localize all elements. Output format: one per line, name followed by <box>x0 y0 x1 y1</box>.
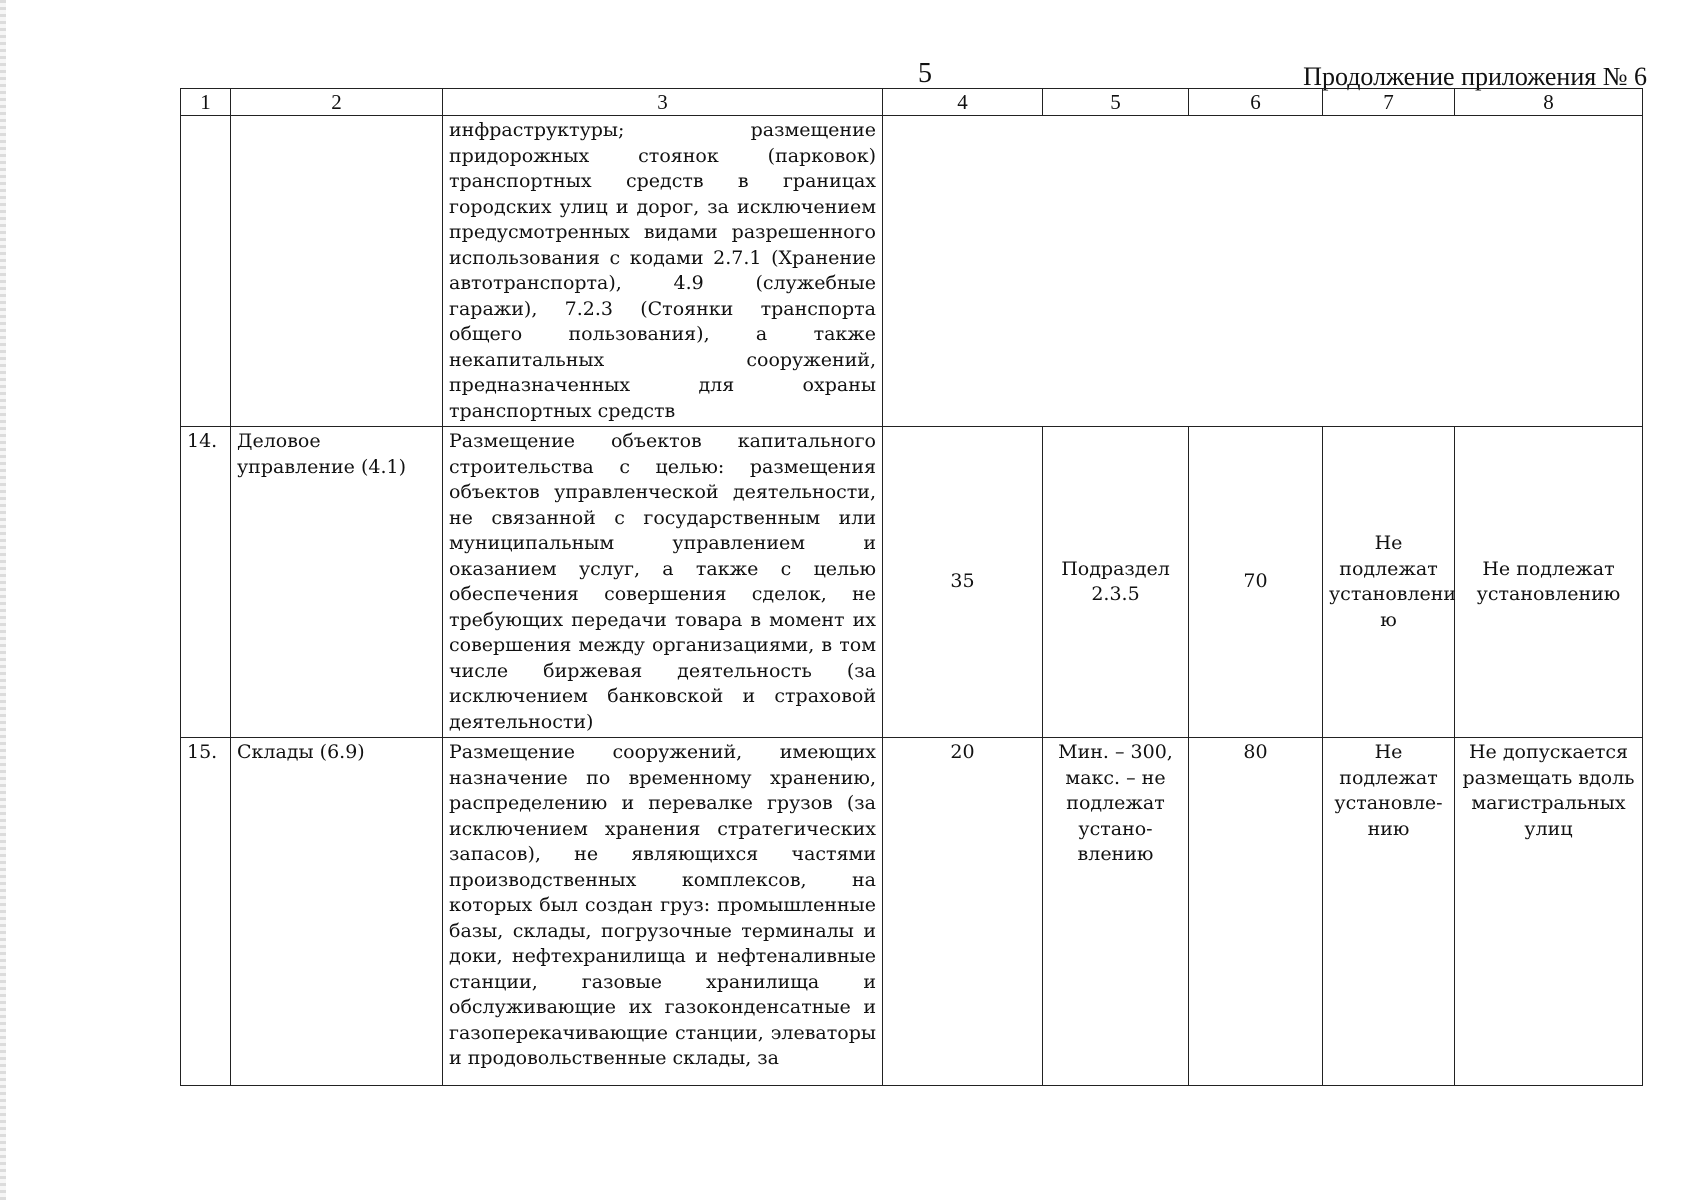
column-header: 2 <box>231 89 443 116</box>
row-number: 14. <box>181 427 231 738</box>
column-header: 7 <box>1323 89 1455 116</box>
cell-col-4: 35 <box>883 427 1043 738</box>
column-number-row <box>181 89 1643 116</box>
cell-col-7: Не подлежат установле- нию <box>1323 738 1455 1086</box>
column-header: 5 <box>1043 89 1189 116</box>
page-number: 5 <box>918 58 932 89</box>
continuation-caption: Продолжение приложения № 6 <box>1303 62 1647 91</box>
cell-col-6: 70 <box>1189 427 1323 738</box>
cell-col-8: Не допускается размещать вдоль магистральных улиц <box>1455 738 1643 1086</box>
cell-col-4: 20 <box>883 738 1043 1086</box>
land-use-description: Размещение сооружений, имеющих назначение по временному хранению, распределению и перевалке грузов (за исключением хранения стратегических запасов), не являющихся частями производственных комплексов, на которых был создан груз: промышленные базы, склады, погрузочные терминалы и доки, нефтехранилища и нефтеналивные станции, газовые хранилища и обслуживающие их газоконденсатные и газоперекачивающие станции, элеваторы и продовольственные склады, за <box>443 738 883 1086</box>
land-use-name <box>231 116 443 427</box>
column-header: 4 <box>883 89 1043 116</box>
land-use-description: инфраструктуры; размещение придорожных стоянок (парковок) транспортных средств в границах городских улиц и дорог, за исключением предусмотренных видами разрешенного использования с кодами 2.7.1 (Хранение автотранспорта), 4.9 (служебные гаражи), 7.2.3 (Стоянки транспорта общего пользования), а также некапитальных сооружений, предназначенных для охраны транспортных средств <box>443 116 883 427</box>
row-number: 15. <box>181 738 231 1086</box>
cell-col-7: Не подлежат установлени ю <box>1323 427 1455 738</box>
land-use-name: Склады (6.9) <box>231 738 443 1086</box>
blank-merged-cell <box>883 116 1643 427</box>
table-row <box>181 738 1643 1086</box>
column-header: 1 <box>181 89 231 116</box>
column-header: 3 <box>443 89 883 116</box>
column-header: 8 <box>1455 89 1643 116</box>
cell-col-5: Мин. – 300, макс. – не подлежат устано- влению <box>1043 738 1189 1086</box>
table-row <box>181 116 1643 427</box>
table-row <box>181 427 1643 738</box>
regulations-table <box>180 88 1643 1086</box>
row-number <box>181 116 231 427</box>
scan-edge <box>0 0 6 1200</box>
cell-col-6: 80 <box>1189 738 1323 1086</box>
column-header: 6 <box>1189 89 1323 116</box>
cell-col-5: Подраздел 2.3.5 <box>1043 427 1189 738</box>
cell-col-8: Не подлежат установлению <box>1455 427 1643 738</box>
land-use-name: Деловое управление (4.1) <box>231 427 443 738</box>
land-use-description: Размещение объектов капитального строительства с целью: размещения объектов управленческой деятельности, не связанной с государственным или муниципальным управлением и оказанием услуг, а также с целью обеспечения совершения сделок, не требующих передачи товара в момент их совершения между организациями, в том числе биржевая деятельность (за исключением банковской и страховой деятельности) <box>443 427 883 738</box>
